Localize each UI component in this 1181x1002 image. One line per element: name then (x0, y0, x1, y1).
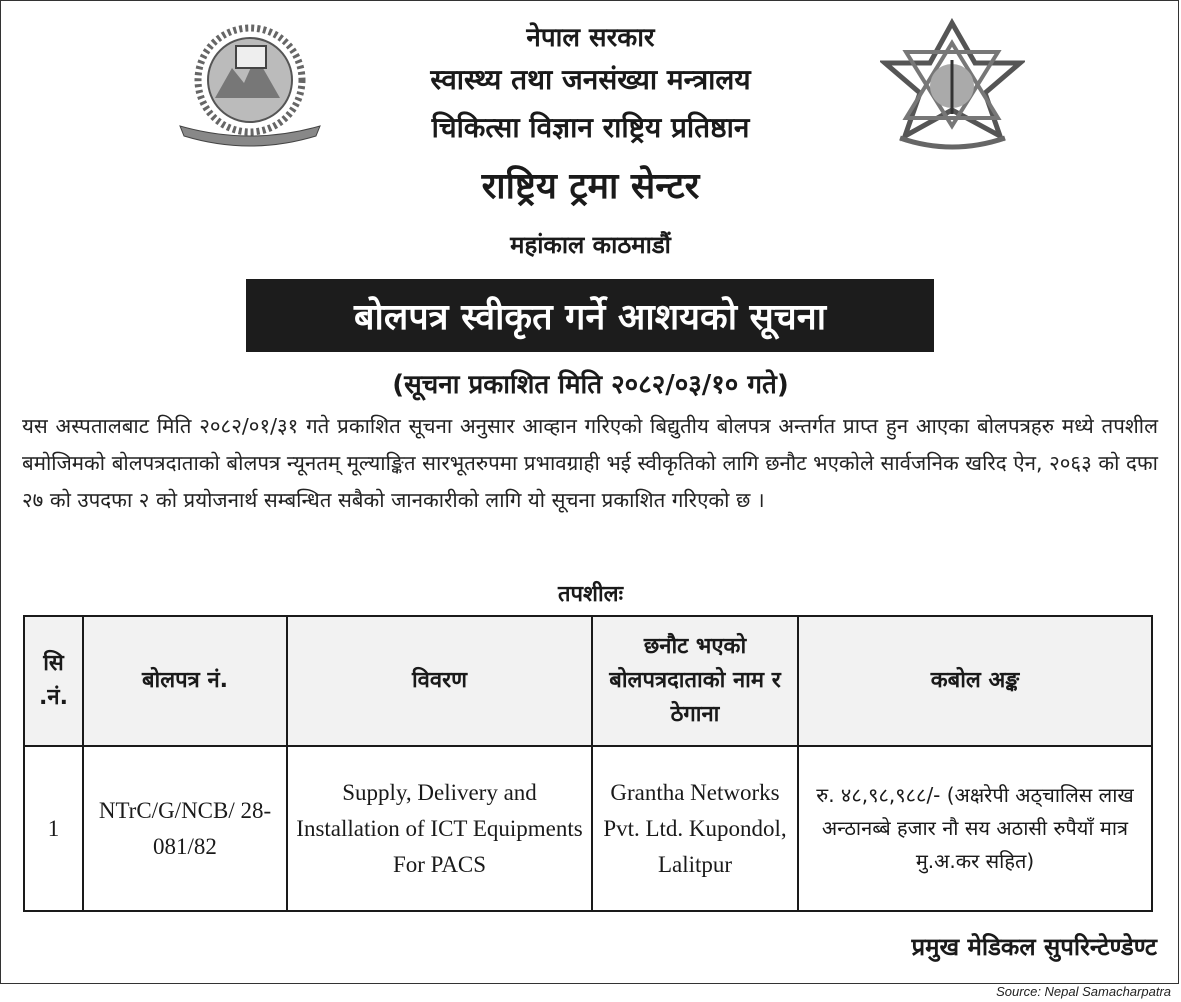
publish-date: (सूचना प्रकाशित मिति २०८२/०३/१० गते) (392, 370, 789, 400)
header-bid-number: बोलपत्र नं. (83, 616, 287, 746)
center-location: महांकाल काठमाडौं (510, 231, 671, 259)
header-bidder: छनौट भएको बोलपत्रदाताको नाम र ठेगाना (592, 616, 798, 746)
bid-details-table (23, 615, 1153, 912)
academy-name: चिकित्सा विज्ञान राष्ट्रिय प्रतिष्ठान (431, 111, 750, 144)
center-name: राष्ट्रिय ट्रमा सेन्टर (481, 166, 700, 207)
table-row (24, 746, 1152, 911)
cell-bid-number: NTrC/G/NCB/ 28-081/82 (83, 746, 287, 911)
cell-sn: 1 (24, 746, 83, 911)
cell-description: Supply, Delivery and Installation of ICT Equipments For PACS (287, 746, 592, 911)
table-header-row (24, 616, 1152, 746)
notice-title-banner: बोलपत्र स्वीकृत गर्ने आशयको सूचना (246, 279, 934, 352)
cell-bidder: Grantha Networks Pvt. Ltd. Kupondol, Lalitpur (592, 746, 798, 911)
header-sn: सि .नं. (24, 616, 83, 746)
header-description: विवरण (287, 616, 592, 746)
header-amount: कबोल अङ्क (798, 616, 1152, 746)
government-name: नेपाल सरकार (526, 23, 655, 53)
cell-amount: रु. ४८,९८,९८८/- (अक्षरेपी अठ्चालिस लाख अन्ठानब्बे हजार नौ सय अठासी रुपैयाँ मात्र मु.अ.कर सहित) (798, 746, 1152, 911)
source-credit: Source: Nepal Samacharpatra (996, 984, 1171, 999)
details-label: तपशीलः (557, 582, 624, 607)
notice-body: यस अस्पतालबाट मिति २०८२/०१/३१ गते प्रकाशित सूचना अनुसार आव्हान गरिएको बिद्युतीय बोलपत्र अन्तर्गत प्राप्त हुन आएका बोलपत्रहरु मध्ये तपशील बमोजिमको बोलपत्रदाताको बोलपत्र न्यूनतम् मूल्याङ्कित सारभूतरुपमा प्रभावग्राही भई स्वीकृतिको लागि छनौट भएकोले सार्वजनिक खरिद ऐन, २०६३ को दफा २७ को उपदफा २ को प्रयोजनार्थ सम्बन्धित सबैको जानकारीको लागि यो सूचना प्रकाशित गरिएको छ । (22, 414, 1158, 512)
ministry-name: स्वास्थ्य तथा जनसंख्या मन्त्रालय (430, 63, 751, 96)
signature: प्रमुख मेडिकल सुपरिन्टेण्डेण्ट (911, 933, 1157, 961)
